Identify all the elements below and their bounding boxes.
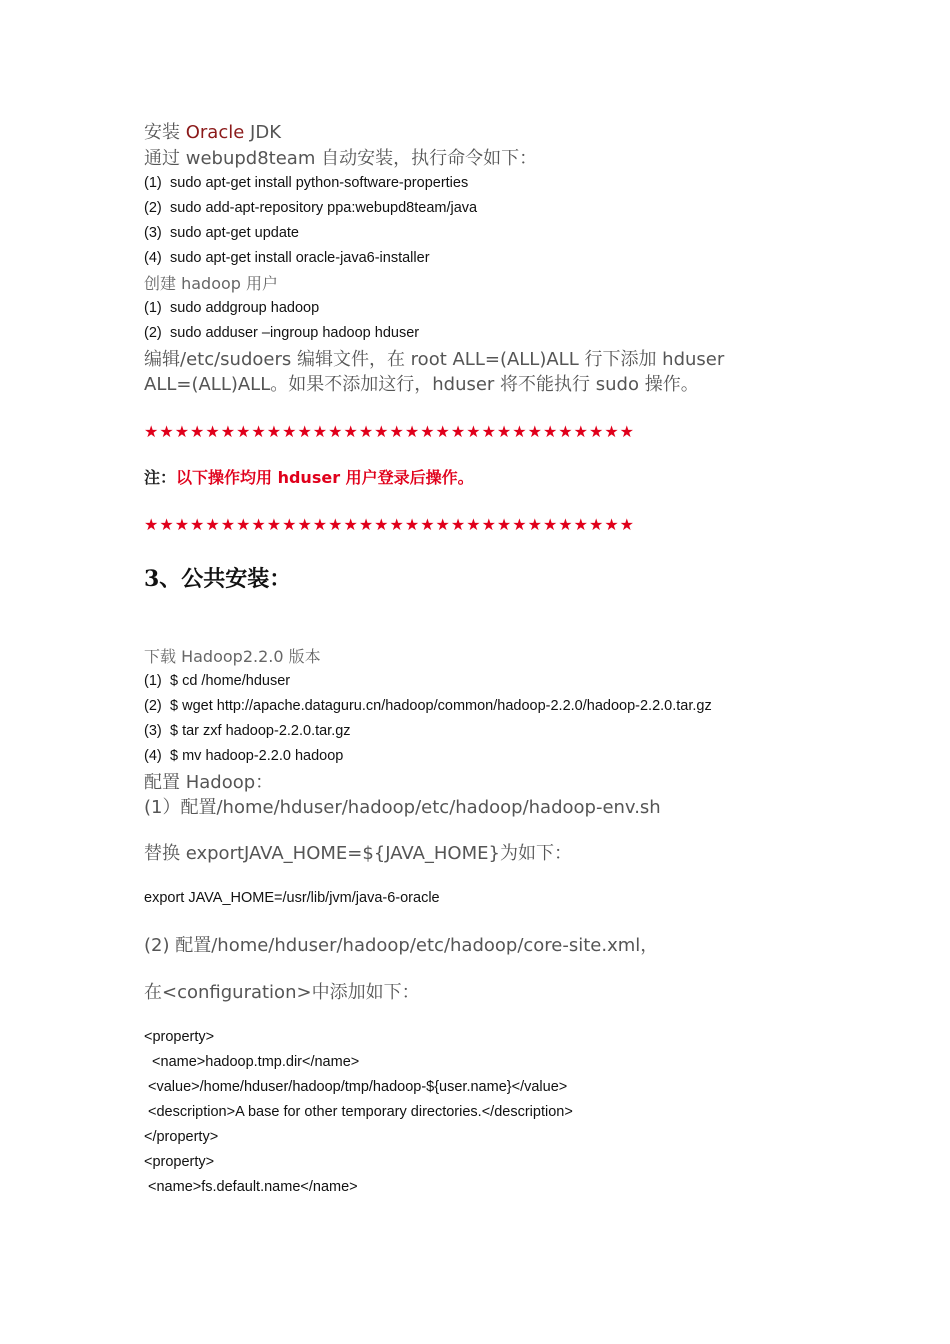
step-number: (2) <box>144 200 162 216</box>
download-step-3 <box>144 724 784 749</box>
step-number: (1) <box>144 300 162 316</box>
step-number: (3) <box>144 225 162 241</box>
step-command: sudo apt-get update <box>170 225 299 241</box>
step-number: (2) <box>144 698 162 714</box>
step-command: sudo adduser –ingroup hadoop hduser <box>170 325 420 341</box>
config-step-2: (2) 配置/home/hduser/hadoop/etc/hadoop/core-site.xml， <box>144 935 659 956</box>
xml-line: <property> <box>144 1029 215 1045</box>
config-title: 配置 Hadoop： <box>144 772 274 793</box>
sudoers-line-2: ALL=(ALL)ALL。如果不添加这行，hduser 将不能执行 sudo 操作。 <box>144 374 699 395</box>
xml-line: <name>fs.default.name</name> <box>144 1179 358 1195</box>
download-step-4 <box>144 749 784 774</box>
step-command: sudo apt-get install oracle-java6-installer <box>170 250 430 266</box>
step-number: (4) <box>144 250 162 266</box>
oracle-title <box>144 124 784 150</box>
step-command: sudo add-apt-repository ppa:webupd8team/java <box>170 200 478 216</box>
oracle-intro: 通过 webupd8team 自动安装，执行命令如下： <box>144 148 538 169</box>
xml-line: <description>A base for other temporary directories.</description> <box>144 1104 573 1120</box>
config-export-line: export JAVA_HOME=/usr/lib/jvm/java-6-oracle <box>144 890 440 906</box>
hadoop-user-step-1 <box>144 301 784 326</box>
oracle-title-post: JDK <box>244 122 282 143</box>
hadoop-user-title: 创建 hadoop 用户 <box>144 274 279 293</box>
notice-text: 以下操作均用 hduser 用户登录后操作。 <box>176 468 474 487</box>
step-number: (4) <box>144 748 162 764</box>
step-number: (3) <box>144 723 162 739</box>
config-replace-text: 替换 exportJAVA_HOME=${JAVA_HOME}为如下： <box>144 843 572 864</box>
oracle-step-4 <box>144 251 784 276</box>
oracle-title-brand: Oracle <box>185 122 245 143</box>
xml-line: <value>/home/hduser/hadoop/tmp/hadoop-${user.name}</value> <box>144 1079 568 1095</box>
step-number: (1) <box>144 175 162 191</box>
document-content <box>144 124 784 1205</box>
oracle-step-1 <box>144 176 784 201</box>
step-command: $ wget http://apache.dataguru.cn/hadoop/common/hadoop-2.2.0/hadoop-2.2.0.tar.gz <box>170 698 712 714</box>
xml-line: <name>hadoop.tmp.dir</name> <box>144 1054 360 1070</box>
step-command: sudo addgroup hadoop <box>170 300 320 316</box>
download-step-2 <box>144 699 784 724</box>
download-step-1 <box>144 674 784 699</box>
star-divider-bottom: ★★★★★★★★★★★★★★★★★★★★★★★★★★★★★★★★ <box>144 515 635 534</box>
step-command: $ cd /home/hduser <box>170 673 291 689</box>
step-number: (2) <box>144 325 162 341</box>
xml-line: <property> <box>144 1154 215 1170</box>
step-command: $ tar zxf hadoop-2.2.0.tar.gz <box>170 723 351 739</box>
xml-line: </property> <box>144 1129 219 1145</box>
oracle-step-2 <box>144 201 784 226</box>
step-command: sudo apt-get install python-software-properties <box>170 175 469 191</box>
sudoers-line-1: 编辑/etc/sudoers 编辑文件，在 root ALL=(ALL)ALL 行下添加 hduser <box>144 349 725 370</box>
hadoop-user-step-2 <box>144 326 784 351</box>
config-step-1: (1）配置/home/hduser/hadoop/etc/hadoop/hadoop-env.sh <box>144 797 661 818</box>
notice-line <box>144 470 784 517</box>
section-3-title: 3、公共安装： <box>144 566 292 592</box>
oracle-step-3 <box>144 226 784 251</box>
step-command: $ mv hadoop-2.2.0 hadoop <box>170 748 344 764</box>
oracle-title-pre: 安装 <box>144 122 186 143</box>
notice-label: 注： <box>144 468 177 487</box>
config-add-text: 在<configuration>中添加如下： <box>144 982 420 1003</box>
step-number: (1) <box>144 673 162 689</box>
download-title: 下载 Hadoop2.2.0 版本 <box>144 647 321 666</box>
star-divider-top: ★★★★★★★★★★★★★★★★★★★★★★★★★★★★★★★★ <box>144 422 635 441</box>
